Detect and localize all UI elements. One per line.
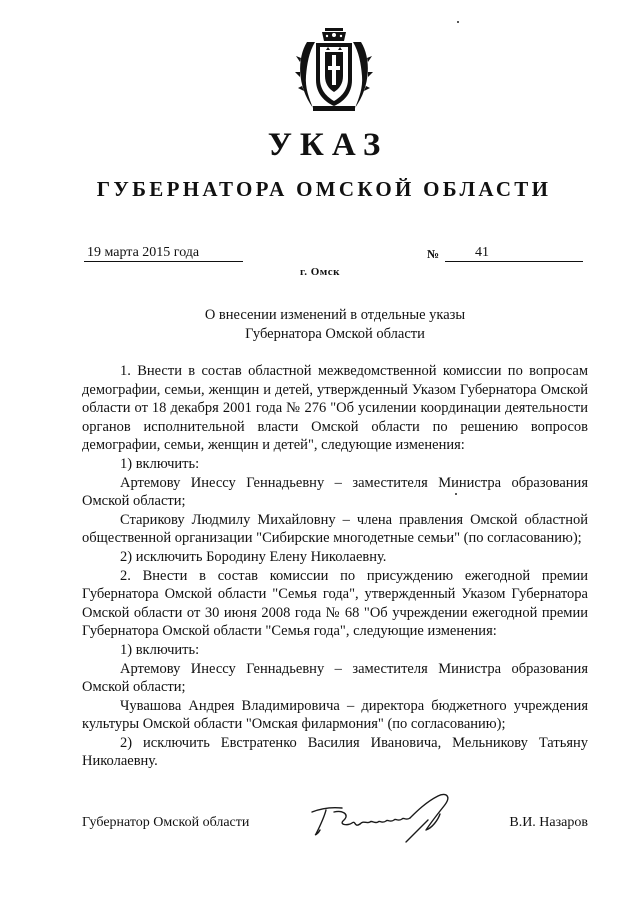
paragraph-1: 1. Внести в состав областной межведомственной комиссии по вопросам демографии, семьи, женщин и детей, утвержденный Указом Губернатора Омской области от 18 декабря 2001 года № 276 "Об усилении координации деятельности органов исполнительной власти Омской области по решению вопросов демографии, семьи, женщин и детей", следующие изменения: — [82, 363, 588, 454]
handwritten-signature-icon — [308, 790, 458, 848]
speck-top-right — [457, 21, 459, 23]
decree-body — [82, 362, 588, 771]
paragraph-1-include: 1) включить: — [120, 455, 200, 472]
signer-name: В.И. Назаров — [509, 815, 588, 830]
omsk-coat-of-arms-icon — [295, 28, 373, 112]
signer-title: Губернатор Омской области — [82, 815, 250, 830]
decree-title: УКАЗ — [267, 127, 389, 163]
paragraph-1-person-1: Артемову Инессу Геннадьевну – заместителя Министра образования Омской области; — [82, 474, 588, 510]
paragraph-2-person-2: Чувашова Андрея Владимировича – директора бюджетного учреждения культуры Омской области "Омская филармония" (по согласованию); — [82, 697, 588, 733]
paragraph-2-include: 1) включить: — [120, 641, 200, 658]
decree-date: 19 марта 2015 года — [84, 244, 243, 262]
decree-number: 41 — [475, 245, 489, 260]
decree-issuer: ГУБЕРНАТОРА ОМСКОЙ ОБЛАСТИ — [96, 177, 552, 201]
paragraph-1-person-2: Старикову Людмилу Михайловну – члена правления Омской областной общественной организации "Сибирские многодетные семьи" (по согласованию); — [82, 511, 588, 547]
speck-mid — [455, 493, 457, 495]
decree-subject — [100, 306, 570, 344]
paragraph-2-exclude: 2) исключить Евстратенко Василия Ивановича, Мельникову Татьяну Николаевну. — [82, 734, 588, 770]
paragraph-2: 2. Внести в состав комиссии по присуждению ежегодной премии Губернатора Омской области "Семья года", утвержденный Указом Губернатора Омской области от 30 июня 2008 года № 68 "Об учреждении ежегодной премии Губернатора Омской области "Семья года", следующие изменения: — [82, 567, 588, 640]
subject-line-1: О внесении изменений в отдельные указы — [204, 307, 466, 323]
paragraph-1-exclude: 2) исключить Бородину Елену Николаевну. — [120, 548, 387, 565]
city-name: г. Омск — [299, 266, 341, 278]
paragraph-2-person-1: Артемову Инессу Геннадьевну – заместителя Министра образования Омской области; — [82, 660, 588, 696]
number-label: № — [427, 247, 440, 261]
decree-number-field — [445, 244, 583, 262]
subject-line-2: Губернатора Омской области — [245, 326, 425, 342]
